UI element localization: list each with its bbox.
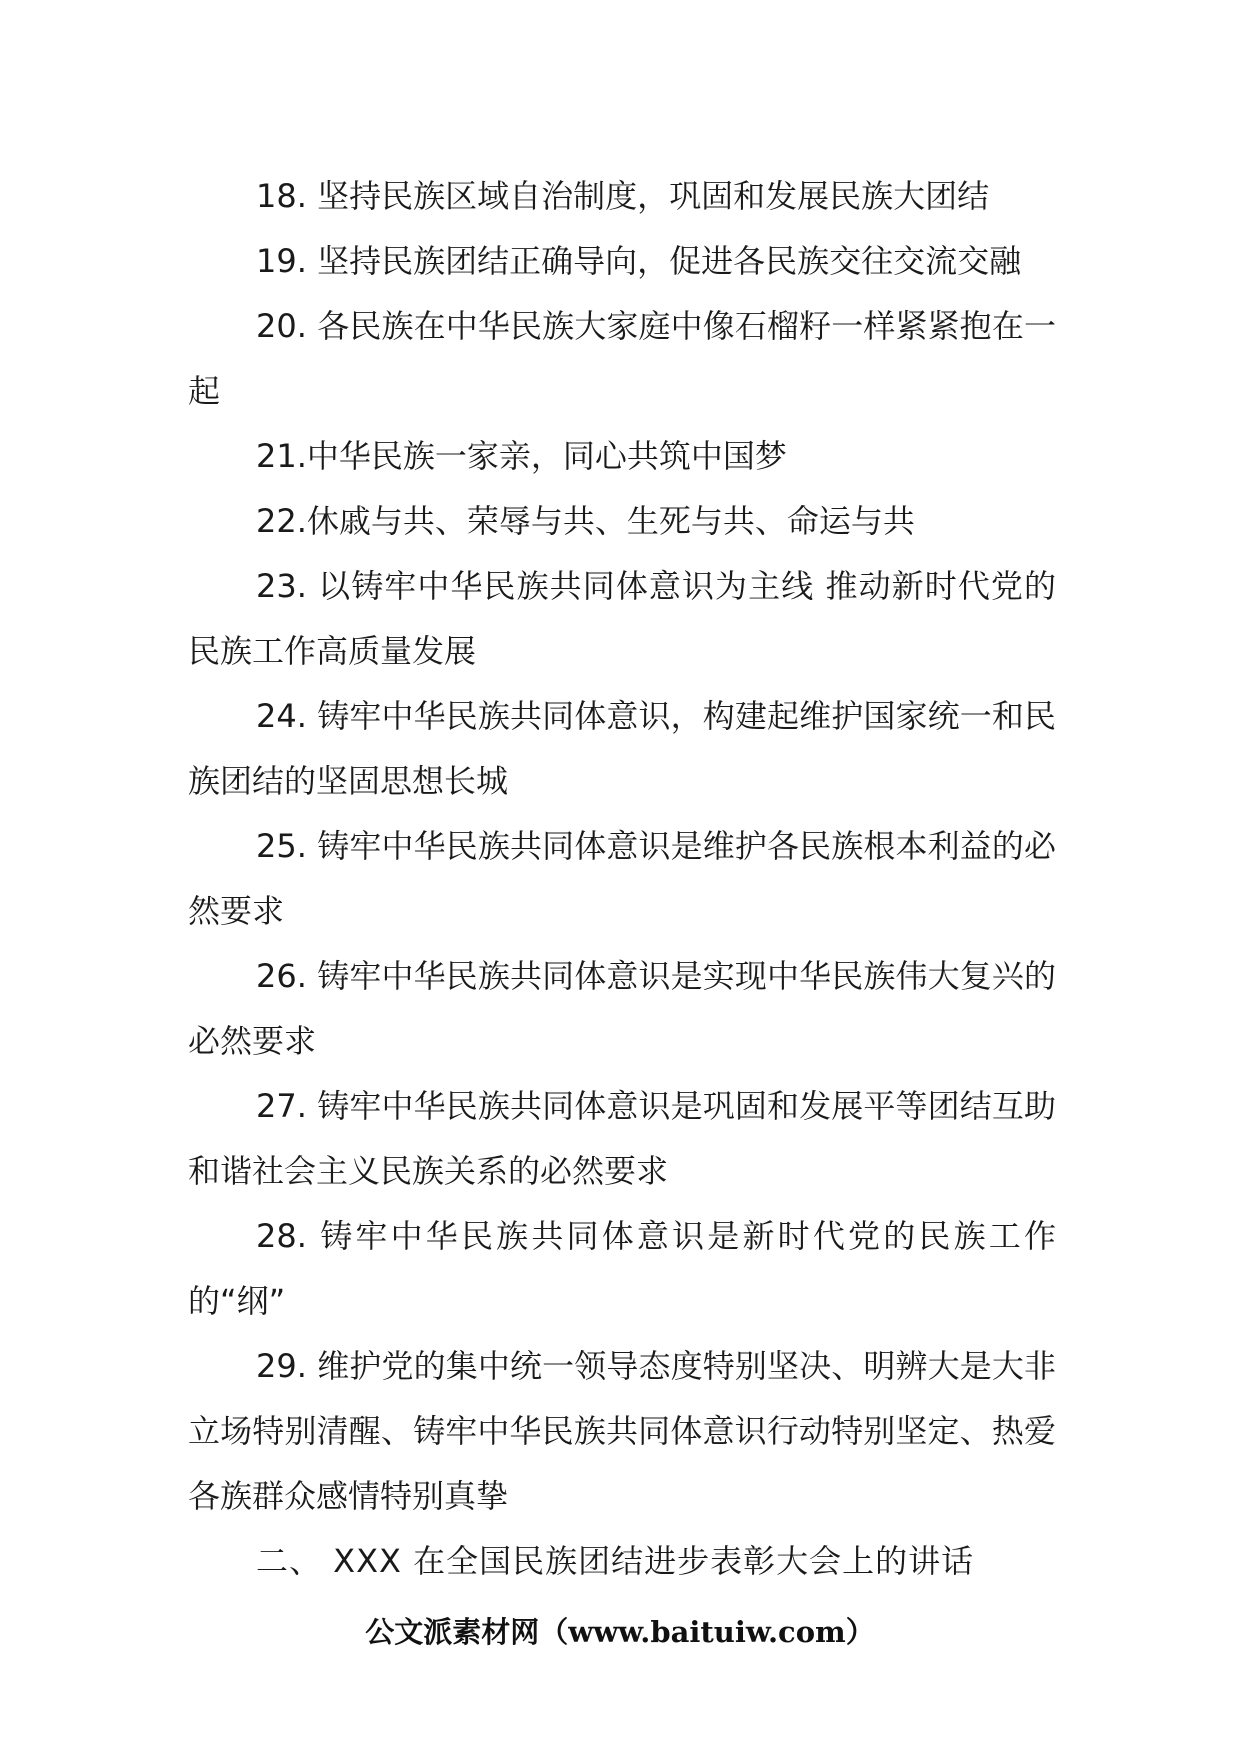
list-item-21: 21.中华民族一家亲，同心共筑中国梦 bbox=[256, 437, 787, 475]
document-body bbox=[188, 164, 1056, 1594]
list-item-27: 27. 铸牢中华民族共同体意识是巩固和发展平等团结互助和谐社会主义民族关系的必然要求 bbox=[188, 1087, 1056, 1190]
footer-watermark: 公文派素材网（www.baituiw.com） bbox=[365, 1615, 875, 1649]
list-item-26: 26. 铸牢中华民族共同体意识是实现中华民族伟大复兴的必然要求 bbox=[188, 957, 1056, 1060]
list-item-19: 19. 坚持民族团结正确导向，促进各民族交往交流交融 bbox=[256, 242, 1022, 280]
list-item-25: 25. 铸牢中华民族共同体意识是维护各民族根本利益的必然要求 bbox=[188, 827, 1056, 930]
list-item-18: 18. 坚持民族区域自治制度，巩固和发展民族大团结 bbox=[256, 177, 990, 215]
list-item-23: 23. 以铸牢中华民族共同体意识为主线 推动新时代党的民族工作高质量发展 bbox=[188, 567, 1056, 670]
list-item-22: 22.休戚与共、荣辱与共、生死与共、命运与共 bbox=[256, 502, 915, 540]
list-item-28: 28. 铸牢中华民族共同体意识是新时代党的民族工作的“纲” bbox=[188, 1217, 1056, 1320]
section-heading: 二、 XXX 在全国民族团结进步表彰大会上的讲话 bbox=[256, 1542, 975, 1580]
list-item-29: 29. 维护党的集中统一领导态度特别坚决、明辨大是大非立场特别清醒、铸牢中华民族共同体意识行动特别坚定、热爱各族群众感情特别真挚 bbox=[188, 1347, 1056, 1515]
list-item-24: 24. 铸牢中华民族共同体意识，构建起维护国家统一和民族团结的坚固思想长城 bbox=[188, 697, 1056, 800]
list-item-20: 20. 各民族在中华民族大家庭中像石榴籽一样紧紧抱在一起 bbox=[188, 307, 1056, 410]
